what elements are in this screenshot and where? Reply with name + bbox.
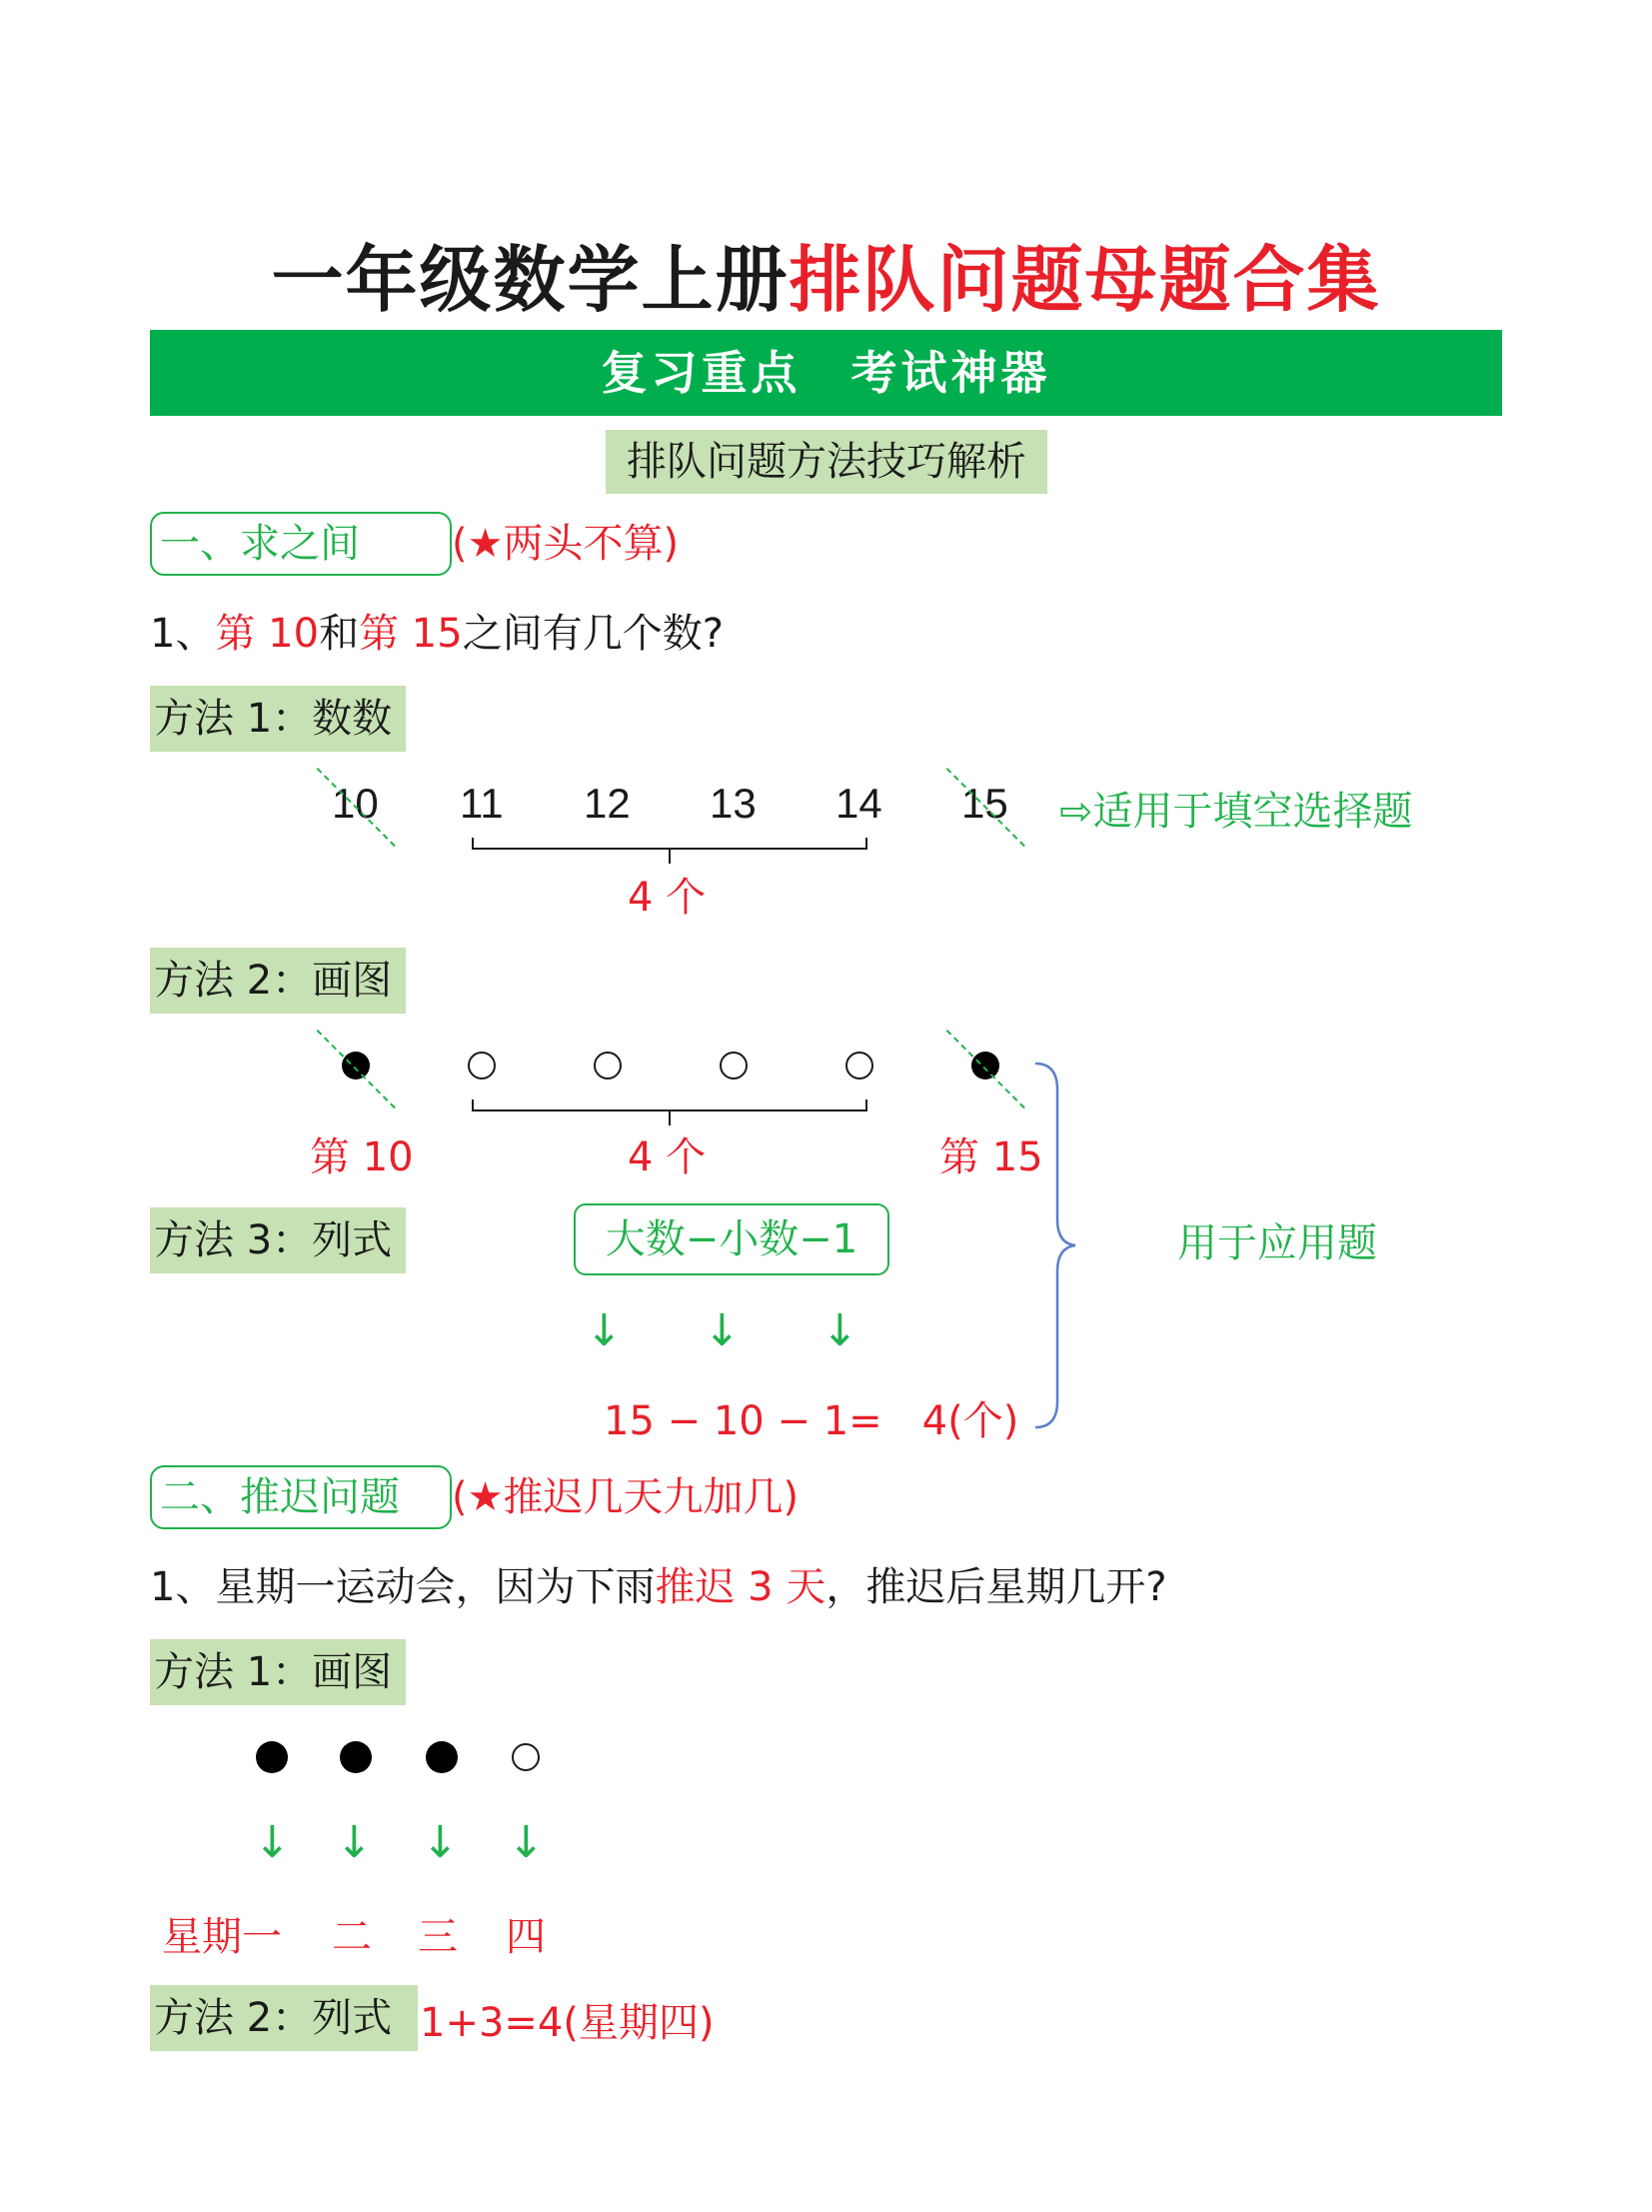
arrow-down-icon: ↓ bbox=[586, 1305, 623, 1356]
question-mid: 和 bbox=[319, 611, 360, 657]
arrow-down-icon: ↓ bbox=[508, 1817, 545, 1868]
dot-open bbox=[594, 1052, 622, 1080]
section1-note bbox=[452, 514, 679, 574]
number-11: 11 bbox=[460, 780, 504, 827]
number-15: 15 bbox=[961, 780, 1008, 827]
question-b: 第 15 bbox=[359, 611, 463, 657]
page-title bbox=[0, 222, 1652, 326]
method1-label: 方法 1：数数 bbox=[150, 686, 406, 752]
question2-highlight: 推迟 3 天 bbox=[655, 1564, 826, 1610]
day-thursday: 四 bbox=[506, 1914, 546, 1960]
bracket-1-left bbox=[472, 838, 474, 850]
title-part-red: 排队问题母题合集 bbox=[789, 237, 1381, 322]
question2-prefix: 1、星期一运动会，因为下雨 bbox=[150, 1564, 656, 1610]
day-monday: 星期一 bbox=[162, 1914, 282, 1960]
dot-open bbox=[845, 1052, 873, 1080]
section2-title-box: 二、推迟问题 bbox=[150, 1465, 452, 1529]
arrow-down-icon: ↓ bbox=[336, 1817, 373, 1868]
question2-suffix: ，推迟后星期几开? bbox=[826, 1564, 1167, 1610]
fill-blank-hint: ⇨适用于填空选择题 bbox=[1059, 789, 1413, 835]
day-dot-filled bbox=[426, 1741, 458, 1773]
number-13: 13 bbox=[710, 780, 757, 827]
bracket-2-right bbox=[865, 1100, 867, 1111]
strike-dot-10 bbox=[317, 1030, 396, 1108]
section2-note-text: (★推迟几天九加几) bbox=[452, 1474, 800, 1520]
number-10: 10 bbox=[332, 780, 379, 827]
calc-line: 15 − 10 − 1= 4(个) bbox=[604, 1398, 1019, 1444]
label-15th: 第 15 bbox=[939, 1134, 1043, 1180]
count-label-1: 4 个 bbox=[628, 875, 707, 921]
section1-question bbox=[150, 602, 724, 659]
question-suffix: 之间有几个数? bbox=[462, 611, 724, 657]
number-12: 12 bbox=[584, 780, 631, 827]
banner: 复习重点 考试神器 bbox=[150, 330, 1502, 416]
dot-filled-15 bbox=[971, 1052, 999, 1080]
day-dot-filled bbox=[256, 1741, 288, 1773]
arrow-down-icon: ↓ bbox=[422, 1817, 459, 1868]
day-dot-open bbox=[512, 1743, 540, 1771]
s2-answer: 1+3=4(星期四) bbox=[420, 2000, 715, 2046]
dot-open bbox=[720, 1052, 748, 1080]
s2-method2-label: 方法 2：列式 bbox=[150, 1985, 418, 2051]
label-10th: 第 10 bbox=[310, 1134, 414, 1180]
strike-dot-15 bbox=[946, 1030, 1025, 1108]
curly-brace bbox=[1027, 1060, 1077, 1431]
day-tuesday: 二 bbox=[332, 1914, 372, 1960]
day-wednesday: 三 bbox=[418, 1914, 458, 1960]
dot-filled-10 bbox=[342, 1052, 370, 1080]
count-label-2: 4 个 bbox=[628, 1134, 707, 1180]
bracket-2-left bbox=[472, 1100, 474, 1111]
question-prefix: 1、 bbox=[150, 611, 216, 657]
method3-label: 方法 3：列式 bbox=[150, 1207, 406, 1273]
method2-label: 方法 2：画图 bbox=[150, 948, 406, 1014]
section1-title-box: 一、求之间 bbox=[150, 512, 452, 576]
arrow-down-icon: ↓ bbox=[822, 1305, 858, 1356]
title-part-black: 一年级数学上册 bbox=[271, 237, 790, 322]
dot-open bbox=[468, 1052, 496, 1080]
question-a: 第 10 bbox=[215, 611, 320, 657]
section1-note-text: (★两头不算) bbox=[452, 521, 680, 567]
bracket-2-mid bbox=[669, 1109, 671, 1125]
number-14: 14 bbox=[835, 780, 882, 827]
bracket-1-right bbox=[865, 838, 867, 850]
arrow-down-icon: ↓ bbox=[704, 1305, 741, 1356]
subheading: 排队问题方法技巧解析 bbox=[606, 430, 1047, 494]
s2-method1-label: 方法 1：画图 bbox=[150, 1639, 406, 1705]
formula-box: 大数−小数−1 bbox=[574, 1203, 889, 1275]
day-dot-filled bbox=[340, 1741, 372, 1773]
section2-question bbox=[150, 1555, 1167, 1612]
bracket-1-mid bbox=[669, 848, 671, 864]
section2-note bbox=[452, 1467, 799, 1527]
arrow-down-icon: ↓ bbox=[254, 1817, 291, 1868]
application-label: 用于应用题 bbox=[1177, 1220, 1377, 1266]
